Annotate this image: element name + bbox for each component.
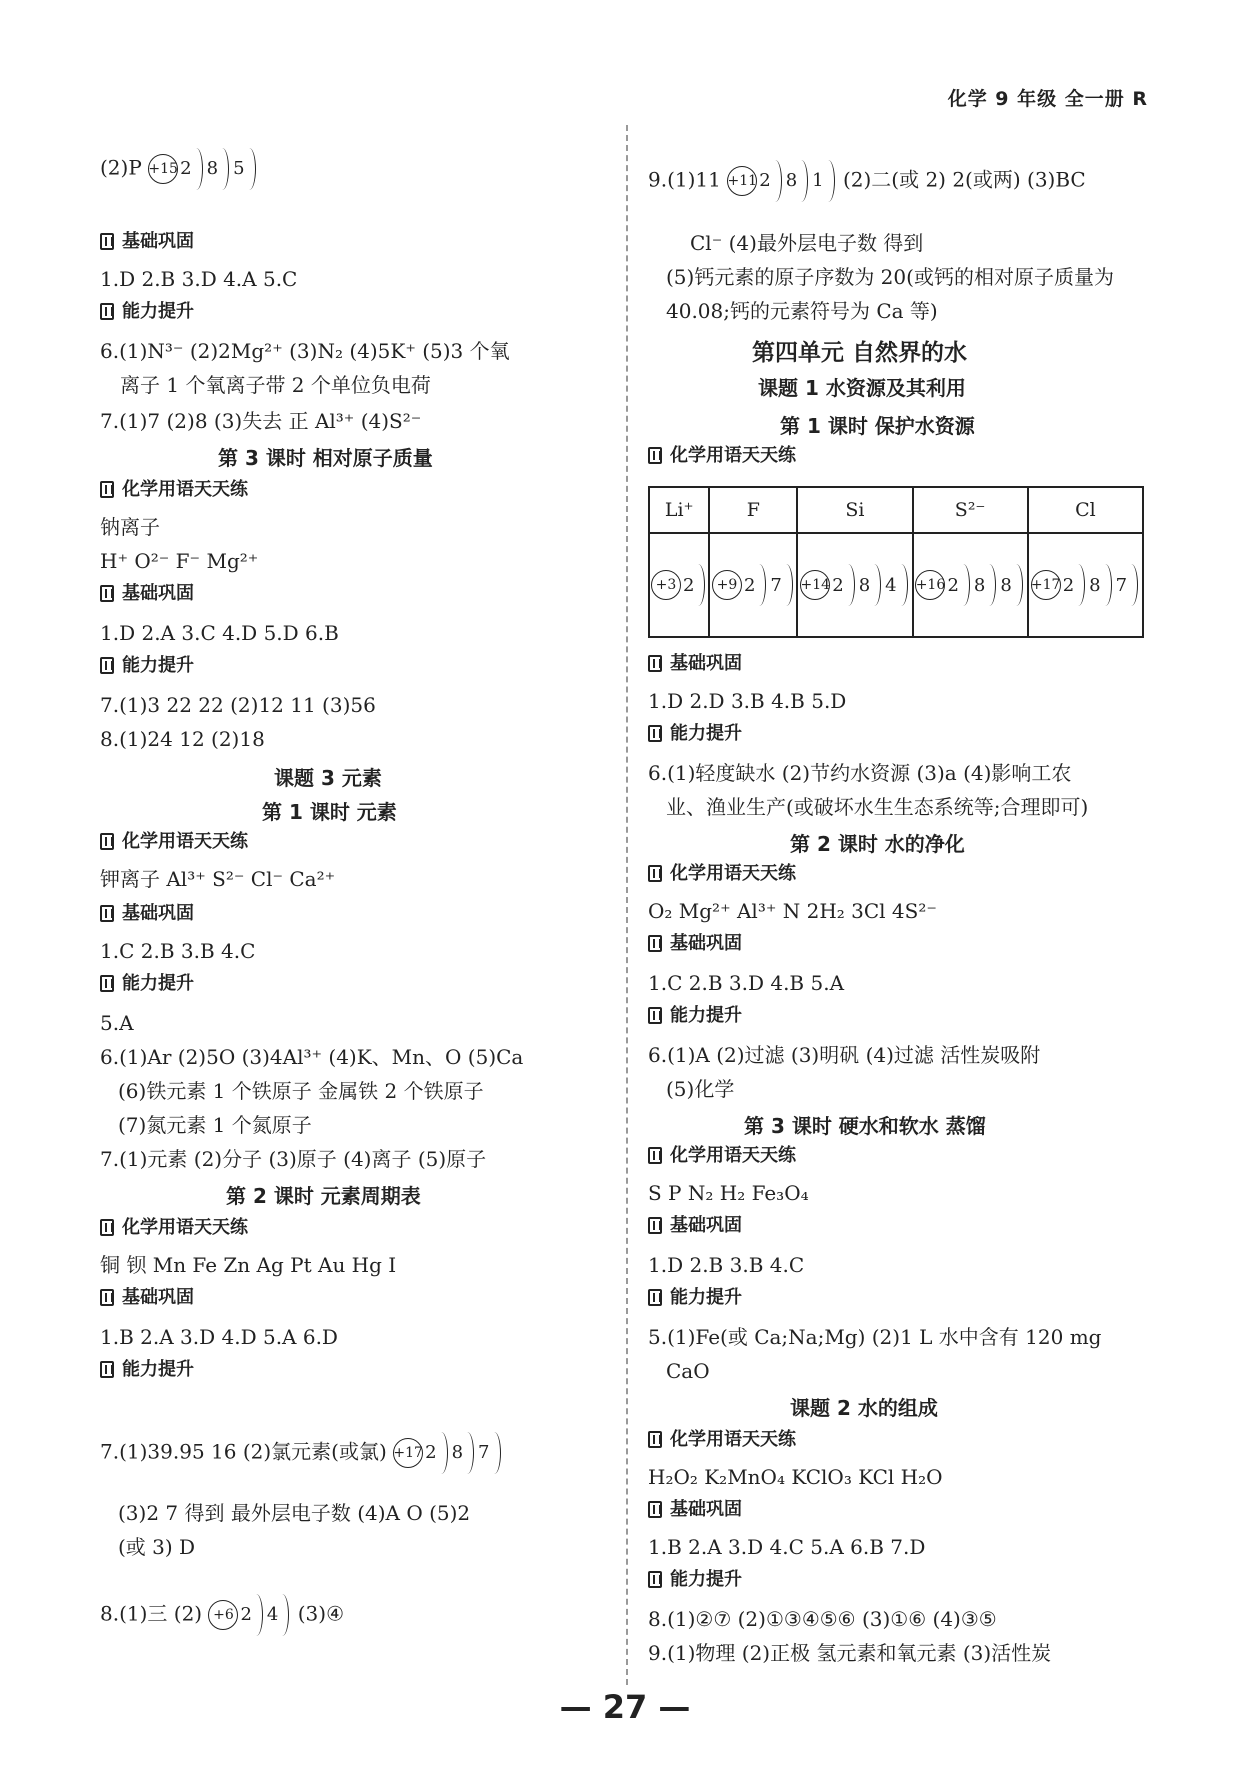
section-daily: 化学用语天天练: [648, 1428, 796, 1452]
answer-line: H₂O₂ K₂MnO₄ KClO₃ KCl H₂O: [648, 1465, 943, 1489]
answer-line: (5)钙元素的原子序数为 20(或钙的相对原子质量为: [666, 265, 1114, 289]
section-basic: 基础巩固: [648, 1498, 742, 1522]
answer-line: (3)2 7 得到 最外层电子数 (4)A O (5)2: [118, 1501, 471, 1525]
answer-line: (5)化学: [666, 1077, 735, 1101]
table-head: Cl: [1028, 487, 1143, 533]
answer-line: 业、渔业生产(或破坏水生生态系统等;合理即可): [666, 795, 1089, 819]
answer-line: 1.B 2.A 3.D 4.D 5.A 6.D: [100, 1325, 338, 1349]
answer-line: 7.(1)元素 (2)分子 (3)原子 (4)离子 (5)原子: [100, 1147, 487, 1171]
answer-line: H⁺ O²⁻ F⁻ Mg²⁺: [100, 549, 259, 573]
answer-line: 6.(1)轻度缺水 (2)节约水资源 (3)a (4)影响工农: [648, 761, 1072, 785]
table-cell: [649, 533, 709, 637]
atom-structure-diagram: +16 2 8 8: [915, 564, 1024, 606]
atom-structure-diagram: +15 2 8 5: [148, 148, 257, 190]
book-icon: [648, 1571, 662, 1588]
section-basic: 基础巩固: [648, 932, 742, 956]
answer-line: 1.D 2.B 3.D 4.A 5.C: [100, 267, 298, 291]
atom-structure-diagram: +6 2 4: [208, 1594, 291, 1636]
lesson-title: 第 3 课时 相对原子质量: [218, 446, 433, 470]
atom-structure-diagram: +11 2 8 1: [727, 160, 836, 202]
column-divider: [626, 125, 628, 1685]
book-icon: [100, 975, 114, 992]
book-icon: [100, 1219, 114, 1236]
book-icon: [100, 481, 114, 498]
ion-structure-table: [648, 486, 1144, 638]
section-basic: 基础巩固: [100, 230, 194, 254]
book-icon: [100, 657, 114, 674]
answer-line: 9.(1)物理 (2)正极 氢元素和氧元素 (3)活性炭: [648, 1641, 1052, 1665]
answer-line: 8.(1)三 (2) +6 2 4 (3)④: [100, 1594, 344, 1636]
answer-line: (6)铁元素 1 个铁原子 金属铁 2 个铁原子: [118, 1079, 484, 1103]
table-cell: [797, 533, 912, 637]
book-icon: [648, 1289, 662, 1306]
answer-line: 7.(1)7 (2)8 (3)失去 正 Al³⁺ (4)S²⁻: [100, 409, 422, 433]
answer-line: S P N₂ H₂ Fe₃O₄: [648, 1181, 809, 1205]
section-daily: 化学用语天天练: [648, 444, 796, 468]
answer-line: 6.(1)Ar (2)5O (3)4Al³⁺ (4)K、Mn、O (5)Ca: [100, 1045, 524, 1069]
answer-line: 钠离子: [100, 515, 160, 539]
book-icon: [648, 1217, 662, 1234]
section-daily: 化学用语天天练: [648, 1144, 796, 1168]
section-basic: 基础巩固: [648, 1214, 742, 1238]
book-icon: [100, 905, 114, 922]
section-ability: 能力提升: [100, 300, 194, 324]
book-icon: [648, 447, 662, 464]
atom-structure-diagram: +9 2 7: [712, 564, 795, 606]
table-cell: [709, 533, 797, 637]
book-icon: [648, 1147, 662, 1164]
answer-line: O₂ Mg²⁺ Al³⁺ N 2H₂ 3Cl 4S²⁻: [648, 899, 937, 923]
book-icon: [648, 725, 662, 742]
answer-line: 1.C 2.B 3.D 4.B 5.A: [648, 971, 845, 995]
section-daily: 化学用语天天练: [100, 830, 248, 854]
answer-line: 1.D 2.B 3.B 4.C: [648, 1253, 805, 1277]
answer-line: 5.(1)Fe(或 Ca;Na;Mg) (2)1 L 水中含有 120 mg: [648, 1325, 1102, 1349]
answer-line: 8.(1)24 12 (2)18: [100, 727, 265, 751]
section-ability: 能力提升: [100, 1358, 194, 1382]
section-basic: 基础巩固: [648, 652, 742, 676]
answer-line: Cl⁻ (4)最外层电子数 得到: [690, 231, 924, 255]
answer-line: 5.A: [100, 1011, 134, 1035]
answer-line: 6.(1)N³⁻ (2)2Mg²⁺ (3)N₂ (4)5K⁺ (5)3 个氧: [100, 339, 510, 363]
section-ability: 能力提升: [100, 654, 194, 678]
table-head: F: [709, 487, 797, 533]
page-header: 化学 9 年级 全一册 R: [947, 88, 1148, 110]
section-ability: 能力提升: [648, 1286, 742, 1310]
section-daily: 化学用语天天练: [100, 1216, 248, 1240]
answer-line: 40.08;钙的元素符号为 Ca 等): [666, 299, 938, 323]
book-icon: [648, 1431, 662, 1448]
table-cell: [1028, 533, 1143, 637]
answer-line: 7.(1)3 22 22 (2)12 11 (3)56: [100, 693, 376, 717]
lesson-title: 第 3 课时 硬水和软水 蒸馏: [744, 1114, 986, 1138]
answer-line: 离子 1 个氧离子带 2 个单位负电荷: [120, 373, 431, 397]
answer-line: 铜 钡 Mn Fe Zn Ag Pt Au Hg I: [100, 1253, 397, 1277]
book-icon: [100, 233, 114, 250]
section-basic: 基础巩固: [100, 582, 194, 606]
section-basic: 基础巩固: [100, 1286, 194, 1310]
table-head: Li⁺: [649, 487, 709, 533]
table-head: Si: [797, 487, 912, 533]
section-daily: 化学用语天天练: [648, 862, 796, 886]
answer-line: (7)氮元素 1 个氮原子: [118, 1113, 312, 1137]
topic-title: 课题 2 水的组成: [790, 1396, 938, 1420]
atom-structure-diagram: +17 2 8 7: [1031, 564, 1140, 606]
section-ability: 能力提升: [648, 1568, 742, 1592]
book-icon: [648, 655, 662, 672]
answer-line: 钾离子 Al³⁺ S²⁻ Cl⁻ Ca²⁺: [100, 867, 336, 891]
answer-line: CaO: [666, 1359, 710, 1383]
unit-title: 第四单元 自然界的水: [752, 340, 968, 366]
lesson-title: 第 1 课时 保护水资源: [780, 414, 975, 438]
book-icon: [648, 865, 662, 882]
book-icon: [100, 1289, 114, 1306]
answer-line: 6.(1)A (2)过滤 (3)明矾 (4)过滤 活性炭吸附: [648, 1043, 1041, 1067]
table-cell: [913, 533, 1028, 637]
table-head: S²⁻: [913, 487, 1028, 533]
answer-line: 1.C 2.B 3.B 4.C: [100, 939, 256, 963]
section-ability: 能力提升: [648, 1004, 742, 1028]
book-icon: [100, 303, 114, 320]
atom-structure-diagram: +14 2 8 4: [800, 564, 909, 606]
answer-line: 8.(1)②⑦ (2)①③④⑤⑥ (3)①⑥ (4)③⑤: [648, 1607, 997, 1631]
book-icon: [100, 1361, 114, 1378]
answer-line: 1.D 2.D 3.B 4.B 5.D: [648, 689, 847, 713]
atom-structure-diagram: +3 2: [651, 564, 707, 606]
book-icon: [100, 585, 114, 602]
book-icon: [100, 833, 114, 850]
book-icon: [648, 1501, 662, 1518]
section-daily: 化学用语天天练: [100, 478, 248, 502]
answer-line: 9.(1)11 +11 2 8 1 (2)二(或 2) 2(或两) (3)BC: [648, 160, 1086, 202]
answer-line: 1.B 2.A 3.D 4.C 5.A 6.B 7.D: [648, 1535, 926, 1559]
lesson-title: 第 2 课时 元素周期表: [226, 1184, 421, 1208]
lesson-title: 第 2 课时 水的净化: [790, 832, 965, 856]
topic-title: 课题 3 元素: [274, 766, 382, 790]
answer-line: (或 3) D: [118, 1535, 196, 1559]
answer-line: 1.D 2.A 3.C 4.D 5.D 6.B: [100, 621, 339, 645]
atom-structure-diagram: +17 2 8 7: [393, 1432, 502, 1474]
answer-line: 7.(1)39.95 16 (2)氯元素(或氯) +17 2 8 7: [100, 1432, 503, 1474]
book-icon: [648, 1007, 662, 1024]
book-icon: [648, 935, 662, 952]
page-number: — 27 —: [559, 1688, 691, 1726]
section-ability: 能力提升: [648, 722, 742, 746]
answer-line: (2)P +15 2 8 5: [100, 148, 258, 190]
topic-title: 课题 1 水资源及其利用: [758, 376, 966, 400]
lesson-title: 第 1 课时 元素: [262, 800, 397, 824]
section-basic: 基础巩固: [100, 902, 194, 926]
section-ability: 能力提升: [100, 972, 194, 996]
